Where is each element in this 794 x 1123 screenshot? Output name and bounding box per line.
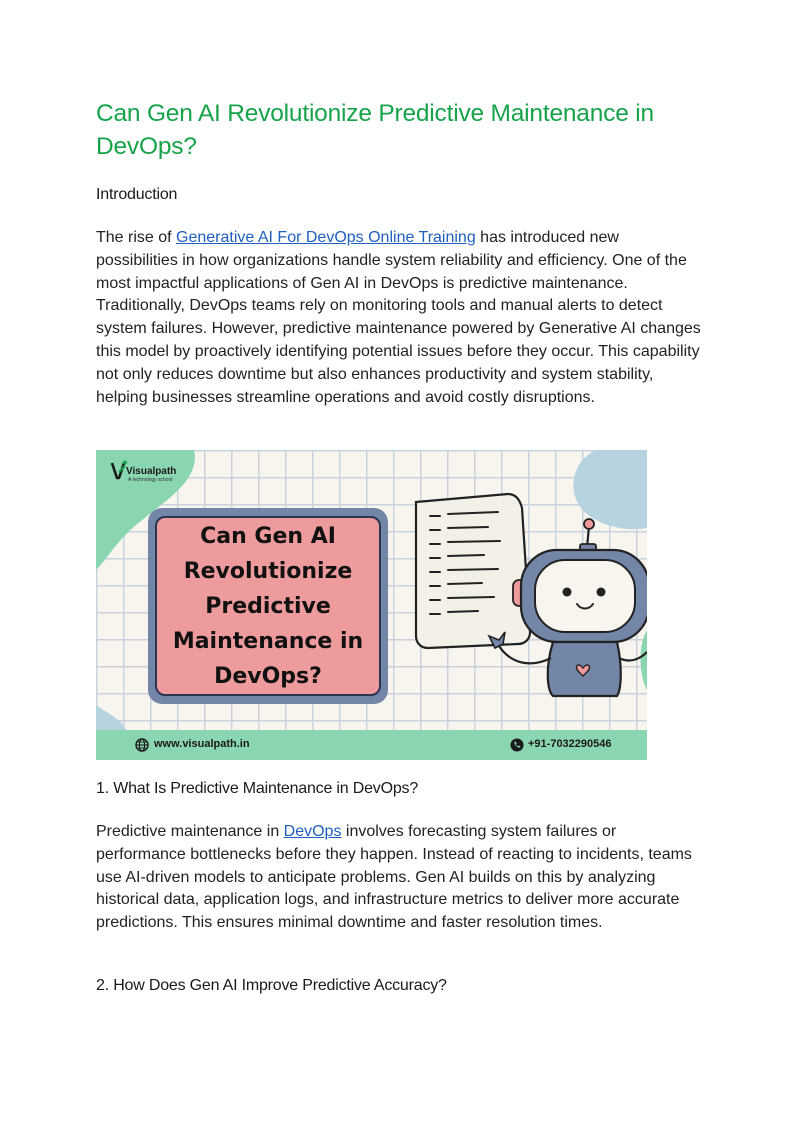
intro-text-start: The rise of [96,229,177,246]
section1-heading: 1. What Is Predictive Maintenance in DevOps? [96,780,419,797]
banner-website: www.visualpath.in [154,738,250,750]
globe-icon [135,738,149,752]
banner-title-card [148,508,388,704]
section1-paragraph [96,821,701,935]
intro-text-rest: has introduced new possibilities in how organizations handle system reliability and efficiency. One of the most impactful applications of Gen AI in DevOps is predictive maintenance. Traditionally, DevOps teams rely on monitoring tools and manual alerts to detect system failures. However, predictive maintenance powered by Generative AI changes this model by proactively identifying potential issues before they occur. This capability not only reduces downtime but also enhances productivity and system stability, helping businesses streamline operations and avoid costly disruptions. [96,229,701,406]
banner-footer-bar [96,730,647,760]
phone-icon [510,738,524,752]
banner-title-card-inner [155,516,381,696]
genai-devops-training-link[interactable]: Generative AI For DevOps Online Training [176,229,476,246]
devops-link[interactable]: DevOps [283,823,342,840]
article-banner-image [96,450,647,760]
section1-text-start: Predictive maintenance in [96,823,284,840]
banner-phone: +91-7032290546 [528,738,612,750]
banner-title-text: Can Gen AI Revolutionize Predictive Maintenance in DevOps? [172,523,364,689]
bottom-left-blob [96,705,126,730]
intro-paragraph [96,227,701,409]
robot-illustration [481,518,647,698]
intro-heading: Introduction [96,186,178,203]
section1-text-rest: involves forecasting system failures or performance bottlenecks before they happen. Instead of reacting to incidents, teams use AI-driven models to anticipate problems. Gen AI builds on this by analyzing historical data, application logs, and infrastructure metrics to deliver more accurate predictions. This ensures minimal downtime and faster resolution times. [96,823,692,932]
page-title: Can Gen AI Revolutionize Predictive Maintenance in DevOps? [96,100,654,160]
section2-heading: 2. How Does Gen AI Improve Predictive Accuracy? [96,977,447,994]
logo-tagline: A technology school [128,477,173,483]
logo-name: Visualpath [126,466,177,477]
